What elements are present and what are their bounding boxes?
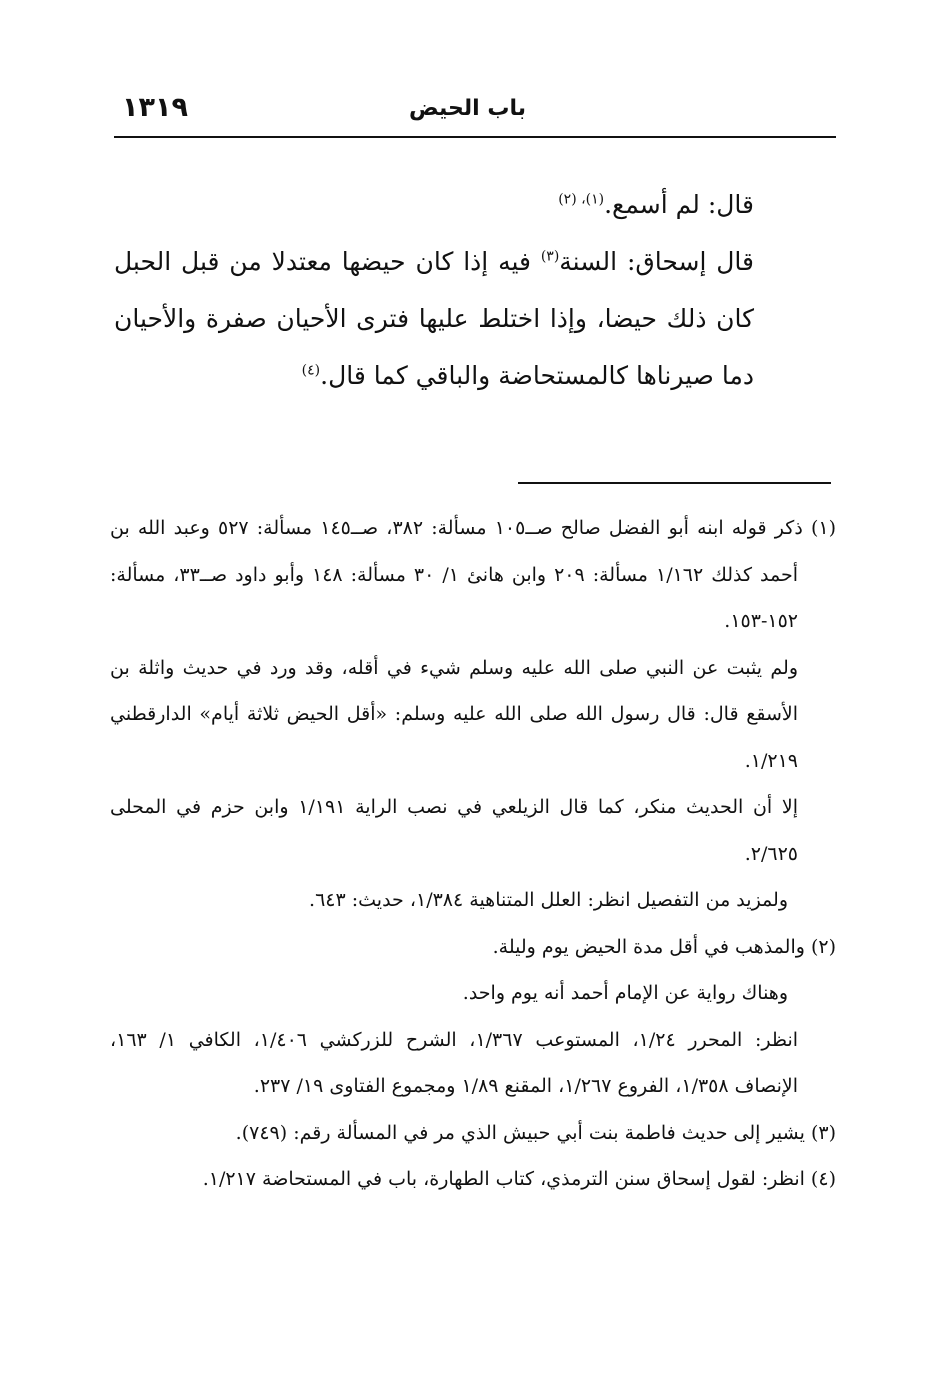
footnote-2-paragraph: انظر: المحرر ١/٢٤، المستوعب ١/٣٦٧، الشرح للزركشي ١/٤٠٦، الكافي ١/ ١٦٣، الإنصاف ١/٣٥٨، الفروع ١/٢٦٧، المقنع ١/٨٩ ومجموع الفتاوى ١٩/ ٢٣٧.	[110, 1028, 799, 1097]
footnote-reference: (١)، (٢)	[558, 191, 605, 208]
footnote-1: (١) ذكر قوله ابنه أبو الفضل صالح صــ١٠٥ مسألة: ٣٨٢، صــ١٤٥ مسألة: ٥٢٧ وعبد الله بن أحمد كذلك ١/١٦٢ مسألة: ٢٠٩ وابن هانئ ١/ ٣٠ مسألة: ١٤٨ وأبو داود صــ٣٣، مسألة: ١٥٢-١٥٣.	[110, 517, 837, 632]
footnote-2-paragraph: وهناك رواية عن الإمام أحمد أنه يوم واحد.	[462, 982, 788, 1004]
main-paragraph	[114, 233, 754, 404]
footnote-2: (٢) والمذهب في أقل مدة الحيض يوم وليلة.	[492, 935, 836, 958]
footnote-1-paragraph: إلا أن الحديث منكر، كما قال الزيلعي في نصب الراية ١/١٩١ وابن حزم في المحلى ٢/٦٢٥.	[110, 796, 798, 865]
main-paragraph-lead: قال إسحاق: السنة	[559, 247, 754, 276]
main-paragraph-text: قال: لم أسمع.	[604, 190, 754, 219]
main-text	[114, 176, 754, 404]
footnote-1-paragraph: ولمزيد من التفصيل انظر: العلل المتناهية ١/٣٨٤، حديث: ٦٤٣.	[309, 889, 788, 911]
page-header	[114, 88, 836, 138]
main-paragraph	[114, 176, 754, 233]
page-number: ١٣١٩	[122, 92, 188, 123]
footnote-1-paragraph: ولم يثبت عن النبي صلى الله عليه وسلم شيء في أقله، وقد ورد في حديث واثلة بن الأسقع قال: قال رسول الله صلى الله عليه وسلم: «أقل الحيض ثلاثة أيام» الدارقطني ١/٢١٩.	[110, 656, 798, 772]
main-paragraph-body: فيه إذا كان حيضها معتدلا من قبل الحبل كان ذلك حيضا، وإذا اختلط عليها فترى الأحيان صفرة والأحيان دما صيرناها كالمستحاضة والباقي كما قال.	[114, 247, 754, 390]
footnote-divider	[518, 482, 831, 484]
footnote-reference: (٣)	[540, 248, 560, 265]
footnotes-section	[110, 505, 836, 1203]
footnote-reference: (٤)	[301, 362, 321, 379]
running-title: باب الحيض	[409, 96, 526, 121]
footnote-4: (٤) انظر: لقول إسحاق سنن الترمذي، كتاب الطهارة، باب في المستحاضة ١/٢١٧.	[202, 1168, 836, 1190]
footnote-3: (٣) يشير إلى حديث فاطمة بنت أبي حبيش الذي مر في المسألة رقم: (٧٤٩).	[235, 1121, 836, 1144]
